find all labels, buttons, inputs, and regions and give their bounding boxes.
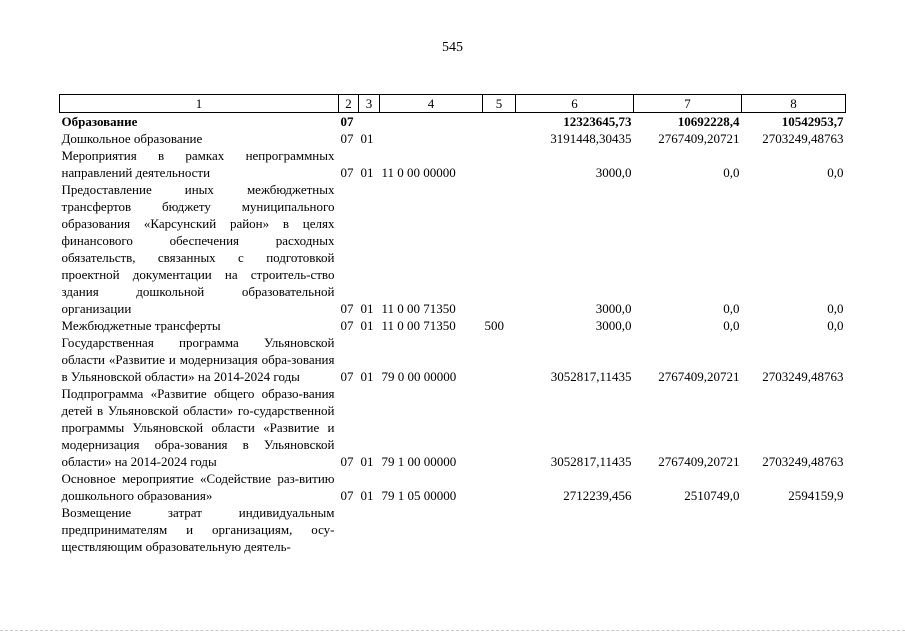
row-expense-type <box>483 470 516 504</box>
row-expense-type <box>483 334 516 385</box>
row-name: Возмещение затрат индивидуальным предпринимателям и организациям, осу-ществляющим образовательную деятель- <box>61 505 335 554</box>
row-name: Дошкольное образование <box>61 131 203 146</box>
row-value-year-3: 2703249,48763 <box>762 454 844 469</box>
row-value-year-3: 2703249,48763 <box>762 131 844 146</box>
header-col-2: 2 <box>339 95 359 113</box>
row-value-year-3: 10542953,7 <box>781 114 844 129</box>
row-name: Мероприятия в рамках непрограммных направлений деятельности <box>61 148 335 180</box>
row-value-year-1: 3000,0 <box>595 301 632 316</box>
row-section: 07 <box>340 301 354 316</box>
page-bottom-edge <box>0 630 905 641</box>
row-section: 07 <box>340 454 354 469</box>
row-target-article: 11 0 00 00000 <box>381 165 456 180</box>
row-subsection: 01 <box>360 454 374 469</box>
row-section <box>339 504 359 555</box>
row-target-article: 79 1 05 00000 <box>381 488 457 503</box>
row-expense-type <box>483 130 516 147</box>
row-section: 07 <box>340 165 354 180</box>
table-row <box>60 147 846 181</box>
row-subsection: 01 <box>360 131 374 146</box>
table-row <box>60 317 846 334</box>
row-value-year-3: 0,0 <box>827 165 844 180</box>
row-value-year-1 <box>516 504 634 555</box>
row-section: 07 <box>340 369 354 384</box>
row-expense-type <box>483 113 516 131</box>
page-number: 545 <box>442 40 463 55</box>
header-col-3: 3 <box>359 95 380 113</box>
table-header <box>60 95 846 113</box>
row-value-year-2: 10692228,4 <box>677 114 740 129</box>
table-row <box>60 385 846 470</box>
row-target-article <box>380 130 483 147</box>
row-value-year-2: 2767409,20721 <box>658 454 740 469</box>
row-target-article: 11 0 00 71350 <box>381 318 456 333</box>
row-subsection: 01 <box>360 301 374 316</box>
row-value-year-3: 2703249,48763 <box>762 369 844 384</box>
header-col-4: 4 <box>380 95 483 113</box>
row-value-year-1: 3052817,11435 <box>550 369 632 384</box>
row-name: Межбюджетные трансферты <box>61 318 221 333</box>
row-section: 07 <box>340 114 354 129</box>
table-row <box>60 181 846 317</box>
header-col-8: 8 <box>742 95 846 113</box>
row-expense-type: 500 <box>484 318 504 333</box>
row-subsection <box>359 504 380 555</box>
row-subsection: 01 <box>360 369 374 384</box>
row-section: 07 <box>340 131 354 146</box>
budget-table <box>59 94 846 555</box>
row-value-year-2: 0,0 <box>723 301 740 316</box>
row-subsection: 01 <box>360 318 374 333</box>
header-col-7: 7 <box>634 95 742 113</box>
row-section: 07 <box>340 318 354 333</box>
row-subsection <box>359 113 380 131</box>
row-name: Образование <box>61 114 138 129</box>
header-col-5: 5 <box>483 95 516 113</box>
table-row <box>60 130 846 147</box>
row-target-article: 79 0 00 00000 <box>381 369 457 384</box>
row-target-article <box>380 113 483 131</box>
row-name: Государственная программа Ульяновской области «Развитие и модернизация обра-зования в Ульяновской области» на 2014-2024 годы <box>61 335 335 384</box>
row-value-year-3: 0,0 <box>827 318 844 333</box>
row-value-year-2 <box>634 504 742 555</box>
table-row <box>60 113 846 131</box>
row-value-year-1: 3191448,30435 <box>550 131 632 146</box>
row-name: Предоставление иных межбюджетных трансфертов бюджету муниципального образования «Карсунский район» в целях финансового обеспечения расходных обязательств, связанных с подготовкой проектной документации на строитель-ство здания дошкольной образовательной организации <box>61 182 335 316</box>
row-expense-type <box>483 385 516 470</box>
row-target-article: 11 0 00 71350 <box>381 301 456 316</box>
row-value-year-3: 2594159,9 <box>788 488 844 503</box>
row-value-year-1: 3000,0 <box>595 318 632 333</box>
row-subsection: 01 <box>360 488 374 503</box>
row-section: 07 <box>340 488 354 503</box>
table-row <box>60 470 846 504</box>
row-name: Подпрограмма «Развитие общего образо-вания детей в Ульяновской области» го-сударственной программы Ульяновской области «Развитие и модернизация обра-зования в Ульяновской области» на 2014-2024 годы <box>61 386 335 469</box>
row-expense-type <box>483 147 516 181</box>
row-value-year-3 <box>742 504 846 555</box>
row-expense-type <box>483 181 516 317</box>
table-row <box>60 504 846 555</box>
header-col-1: 1 <box>60 95 339 113</box>
row-name: Основное мероприятие «Содействие раз-витию дошкольного образования» <box>61 471 335 503</box>
row-expense-type <box>483 504 516 555</box>
row-value-year-2: 0,0 <box>723 165 740 180</box>
row-value-year-2: 2767409,20721 <box>658 131 740 146</box>
header-row <box>60 95 846 113</box>
table-row <box>60 334 846 385</box>
row-value-year-2: 0,0 <box>723 318 740 333</box>
header-col-6: 6 <box>516 95 634 113</box>
row-subsection: 01 <box>360 165 374 180</box>
row-value-year-1: 3052817,11435 <box>550 454 632 469</box>
row-value-year-2: 2767409,20721 <box>658 369 740 384</box>
row-target-article: 79 1 00 00000 <box>381 454 457 469</box>
row-value-year-2: 2510749,0 <box>684 488 740 503</box>
row-value-year-1: 12323645,73 <box>563 114 632 129</box>
row-value-year-3: 0,0 <box>827 301 844 316</box>
row-value-year-1: 2712239,456 <box>563 488 632 503</box>
row-value-year-1: 3000,0 <box>595 165 632 180</box>
row-target-article <box>380 504 483 555</box>
table-body <box>60 113 846 556</box>
